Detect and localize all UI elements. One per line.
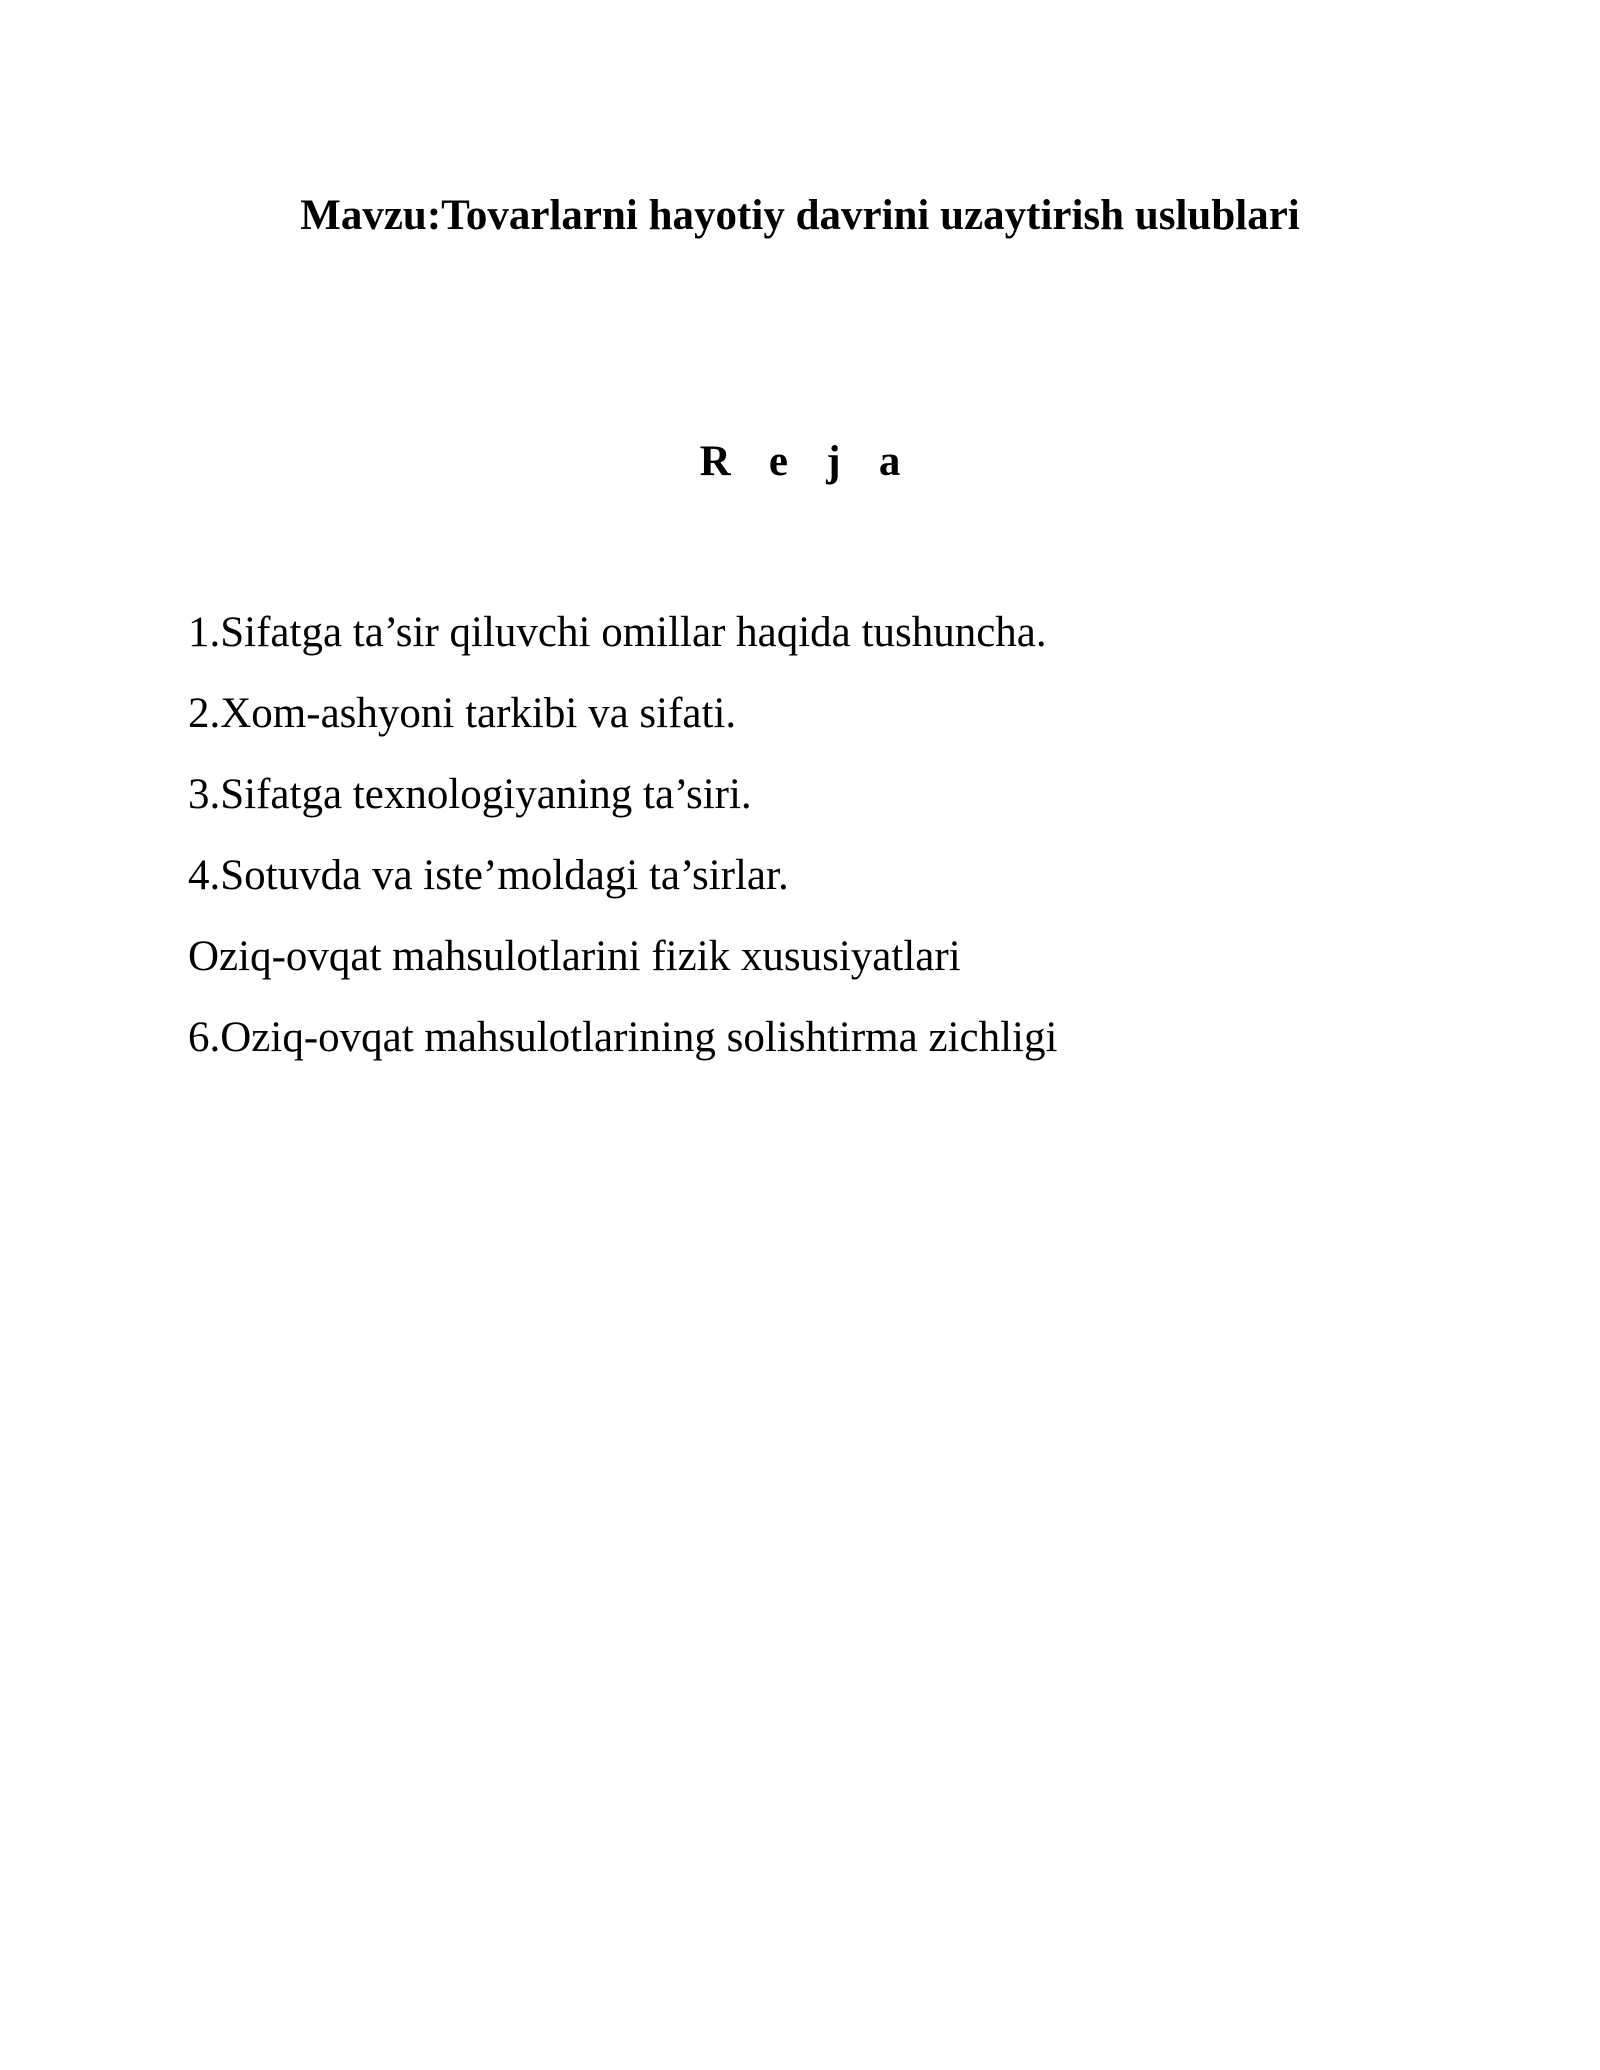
plan-item: 4.Sotuvda va iste’moldagi ta’sirlar. — [188, 852, 789, 899]
plan-list — [188, 592, 1057, 1078]
plan-item: 6.Oziq-ovqat mahsulotlarining solishtirma zichligi — [188, 1014, 1058, 1061]
plan-item: 3.Sifatga texnologiyaning ta’siri. — [188, 771, 752, 818]
plan-heading: R e j a — [699, 438, 915, 485]
document-title: Mavzu:Tovarlarni hayotiy davrini uzaytirish uslublari — [300, 192, 1300, 239]
plan-item: Oziq-ovqat mahsulotlarini fizik xususiyatlari — [188, 933, 961, 980]
plan-item: 2.Xom-ashyoni tarkibi va sifati. — [188, 690, 737, 737]
plan-item: 1.Sifatga ta’sir qiluvchi omillar haqida tushuncha. — [188, 609, 1047, 656]
